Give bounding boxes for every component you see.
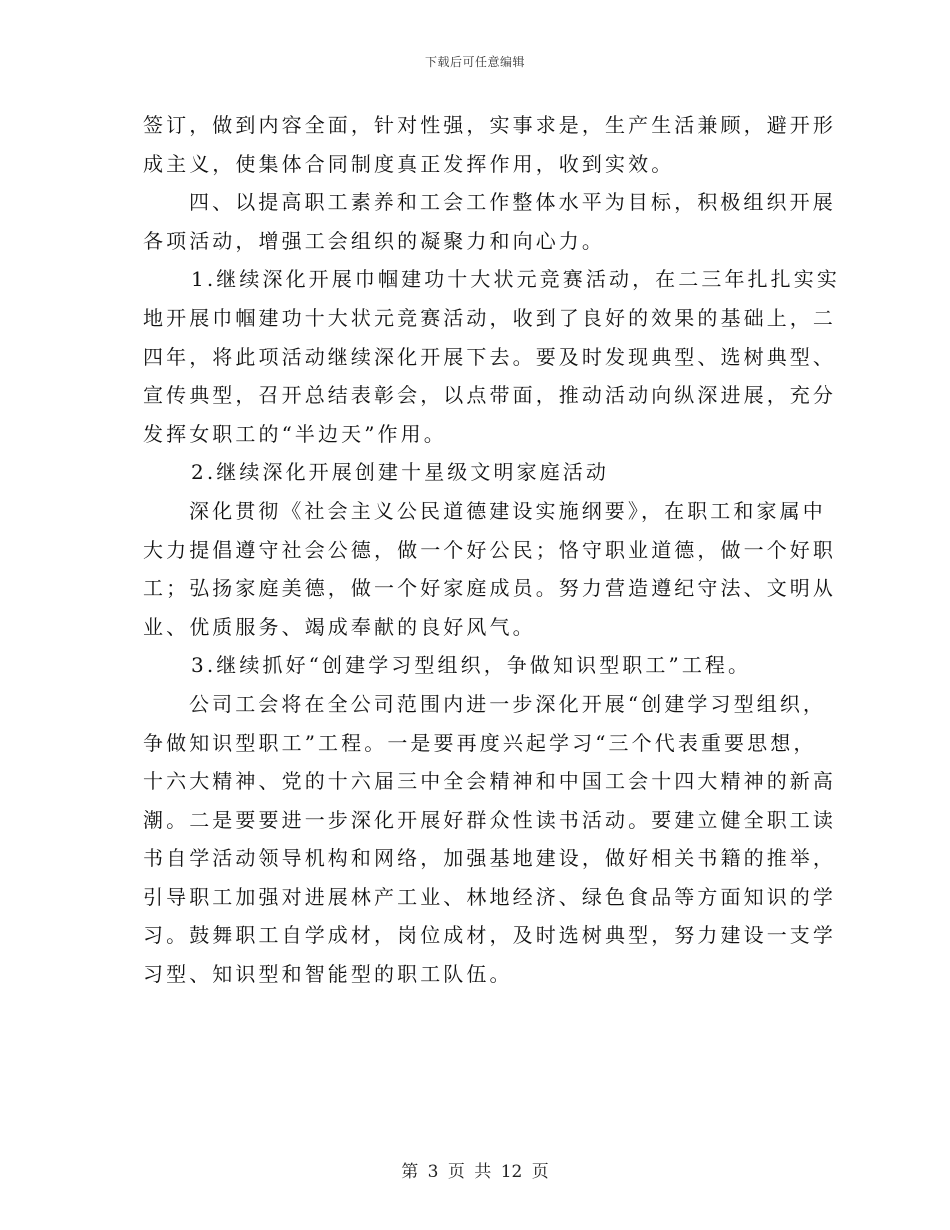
section-heading-4: 四、以提高职工素养和工会工作整体水平为目标，积极组织开展 (189, 190, 836, 215)
body-line: 十六大精神、党的十六届三中全会精神和中国工会十四大精神的新高 (143, 769, 836, 794)
item-heading-3: 3.继续抓好“创建学习型组织，争做知识型职工”工程。 (191, 653, 752, 678)
body-line: 业、优质服务、竭成奉献的良好风气。 (143, 614, 536, 639)
body-line: 地开展巾帼建功十大状元竞赛活动，收到了良好的效果的基础上，二 (143, 305, 836, 330)
item-heading-2: 2.继续深化开展创建十星级文明家庭活动 (191, 460, 609, 485)
body-line: 发挥女职工的“半边天”作用。 (143, 421, 447, 446)
body-line: 争做知识型职工”工程。一是要再度兴起学习“三个代表重要思想， (143, 730, 817, 755)
body-line: 习型、知识型和智能型的职工队伍。 (143, 962, 513, 987)
page-number: 第 3 页 共 12 页 (401, 1162, 549, 1182)
page-header: 下载后可任意编辑 (424, 55, 525, 69)
body-line: 深化贯彻《社会主义公民道德建设实施纲要》，在职工和家属中 (189, 498, 826, 523)
body-line: 各项活动，增强工会组织的凝聚力和向心力。 (143, 228, 605, 253)
body-line: 四年，将此项活动继续深化开展下去。要及时发现典型、选树典型、 (143, 344, 836, 369)
body-line: 书自学活动领导机构和网络，加强基地建设，做好相关书籍的推举， (143, 846, 836, 871)
body-line: 签订，做到内容全面，针对性强，实事求是，生产生活兼顾，避开形 (143, 113, 836, 137)
document-body (143, 106, 840, 994)
body-line: 工；弘扬家庭美德，做一个好家庭成员。努力营造遵纪守法、文明从 (143, 576, 836, 601)
body-line: 潮。二是要要进一步深化开展好群众性读书活动。要建立健全职工读 (143, 807, 836, 832)
item-heading-1: 1.继续深化开展巾帼建功十大状元竞赛活动，在二三年扎扎实实 (191, 267, 840, 292)
body-line: 成主义，使集体合同制度真正发挥作用，收到实效。 (143, 151, 675, 176)
body-line: 大力提倡遵守社会公德，做一个好公民；恪守职业道德，做一个好职 (143, 537, 836, 562)
body-line: 习。鼓舞职工自学成材，岗位成材，及时选树典型，努力建设一支学 (143, 923, 836, 948)
body-line: 公司工会将在全公司范围内进一步深化开展“创建学习型组织， (189, 691, 827, 716)
body-line: 引导职工加强对进展林产工业、林地经济、绿色食品等方面知识的学 (143, 884, 836, 909)
body-line: 宣传典型，召开总结表彰会，以点带面，推动活动向纵深进展，充分 (143, 383, 836, 408)
